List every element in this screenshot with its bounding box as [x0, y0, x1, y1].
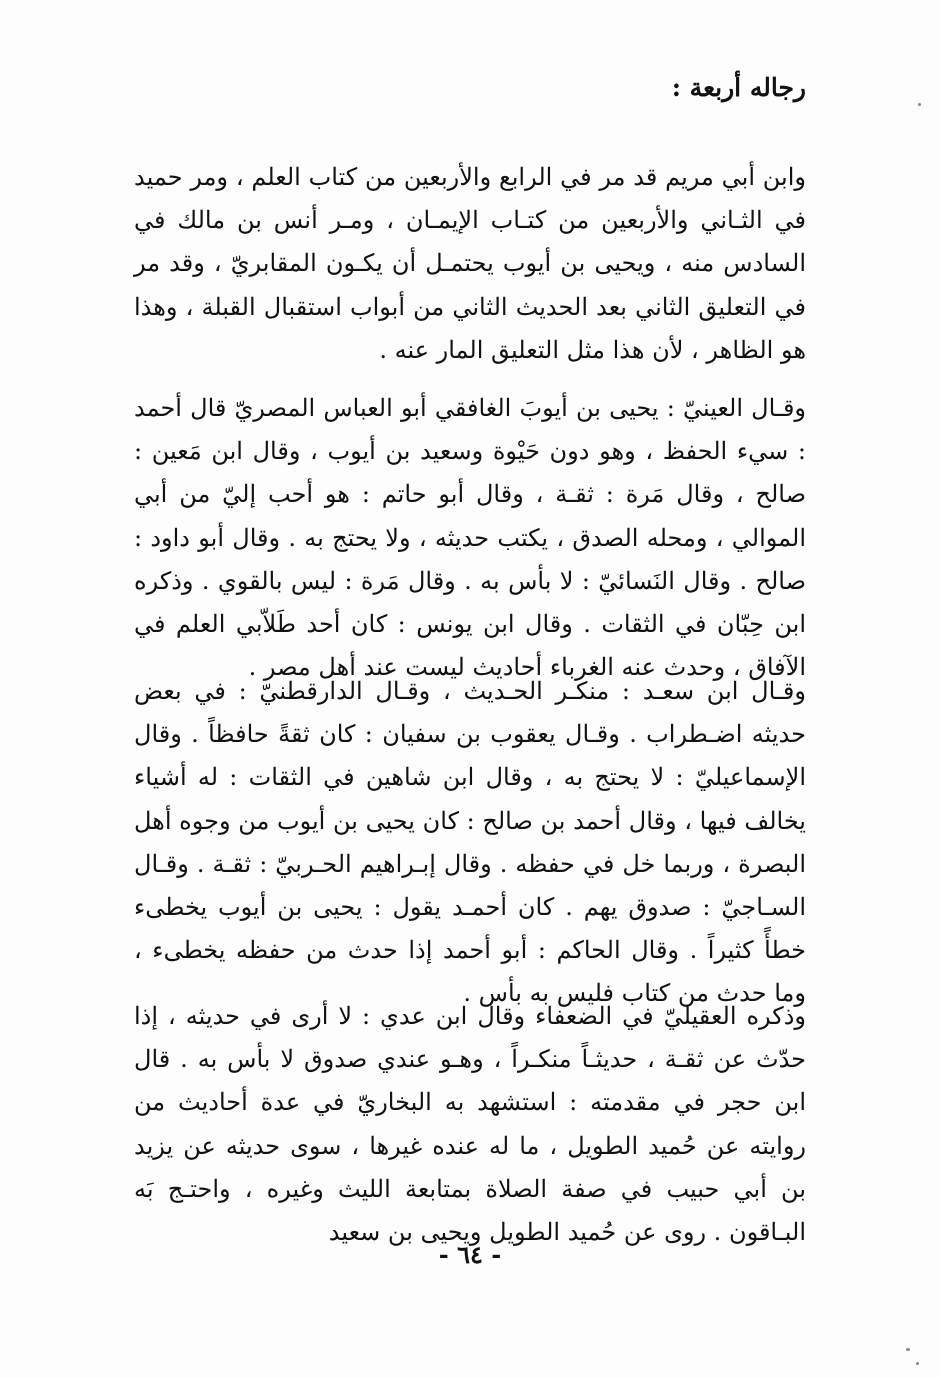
scan-speck	[918, 103, 921, 106]
section-heading: رجاله أربعة :	[671, 73, 806, 102]
paragraph-1: وابن أبي مريم قد مر في الرابع والأربعين من كتاب العلم ، ومر حميد في الثـاني والأربعين من كتـاب الإيمـان ، ومـر أنس بن مالك في السادس منه ، ويحيى بن أيوب يحتمـل أن يكـون المقابريّ ، وقد مر في التعليق الثاني بعد الحديث الثاني من أبواب استقبال القبلة ، وهذا هو الظاهر ، لأن هذا مثل التعليق المار عنه .	[134, 163, 806, 364]
paragraph-2: وقـال العينيّ : يحيى بن أيوبَ الغافقي أبو العباس المصريّ قال أحمد : سيء الحفظ ، وهو دون حَيْوة وسعيد بن أيوب ، وقال ابن مَعين : صالح ، وقال مَرة : ثقـة ، وقال أبو حاتم : هو أحب إليّ من أبي الموالي ، ومحله الصدق ، يكتب حديثه ، ولا يحتج به . وقال أبو داود : صالح . وقال النَسائيّ : لا بأس به . وقال مَرة : ليس بالقوي . وذكره ابن حِبّان في الثقات . وقال ابن يونس : كان أحد طَلاّبي العلم في الآفاق ، وحدث عنه الغرباء أحاديث ليست عند أهل مصر .	[134, 394, 807, 682]
paragraph-3: وقـال ابن سعـد : منكـر الحـديث ، وقـال الدارقطنيّ : في بعض حديثه اضـطراب . وقـال يعقوب بن سفيان : كان ثقةً حافظاً . وقال الإسماعيليّ : لا يحتج به ، وقال ابن شاهين في الثقات : له أشياء يخالف فيها ، وقال أحمد بن صالح : كان يحيى بن أيوب من وجوه أهل البصرة ، وربما خل في حفظه . وقال إبـراهيم الحـربيّ : ثقـة . وقـال السـاجيّ : صدوق يهم . كان أحمـد يقول : يحيى بن أيوب يخطىء خطأً كثيراً . وقال الحاكم : أبو أحمد إذا حدث من حفظه يخطىء ، وما حدث من كتاب فليس به بأس .	[134, 677, 806, 1008]
scan-speck	[906, 1348, 910, 1351]
page-number: - ٦٤ -	[438, 1240, 502, 1269]
scan-speck	[916, 1362, 919, 1365]
paragraph-4: وذكره العقيليّ في الضعفاء وقال ابن عدي : لا أرى في حديثه ، إذا حدّث عن ثقـة ، حديثـاً منكـراً ، وهـو عندي صدوق لا بأس به . قال ابن حجر في مقدمته : استشهد به البخاريّ في عدة أحاديث من روايته عن حُميد الطويل ، ما له عنده غيرها ، سوى حديثه عن يزيد بن أبي حبيب في صفة الصلاة بمتابعة الليث وغيره ، واحتـج بَه البـاقون . روى عن حُميد الطويل ويحيى بن سعيد	[134, 1002, 806, 1247]
